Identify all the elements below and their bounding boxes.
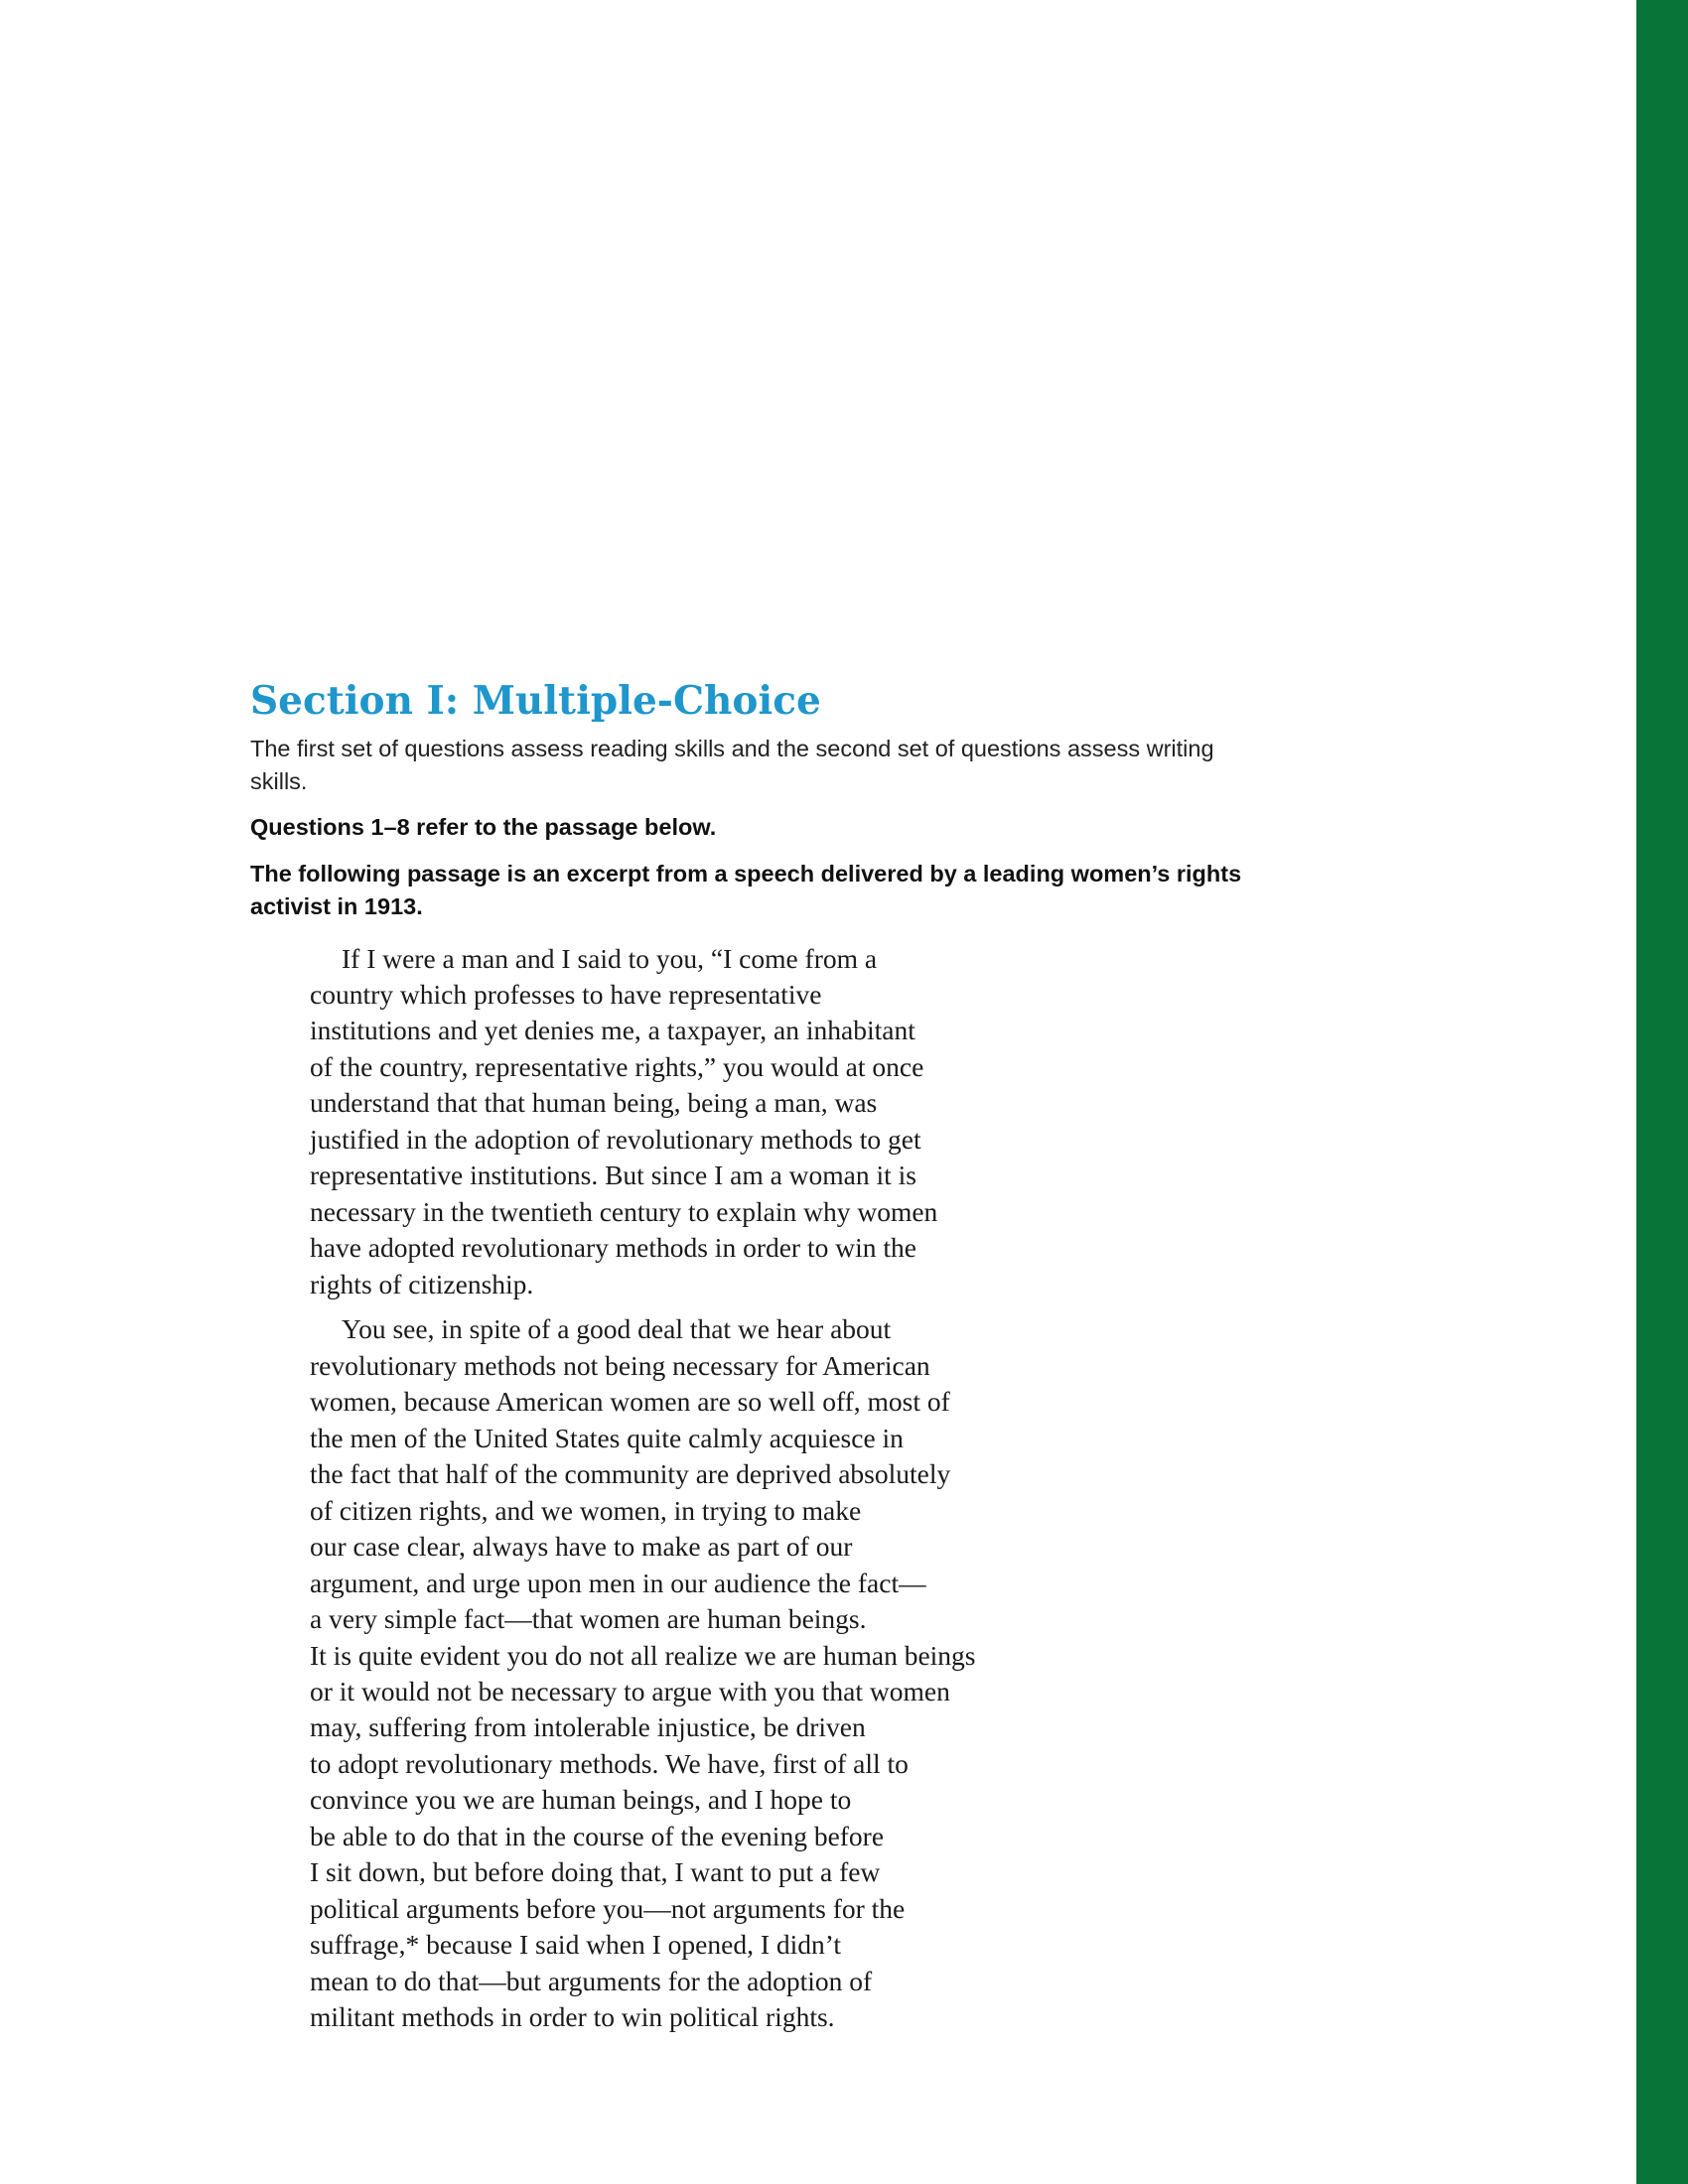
passage-line-22: may, suffering from intolerable injustice, be driven [310,1711,866,1742]
passage-line-25: be able to do that in the course of the evening before [310,1821,885,1851]
passage-line-29: mean to do that—but arguments for the adoption of [310,1966,873,1996]
passage-line-21: or it would not be necessary to argue with you that women [310,1676,950,1706]
passage-line-12: revolutionary methods not being necessary for American [310,1350,930,1381]
passage-line-7: representative institutions. But since I am a woman it is [310,1160,916,1190]
passage-line-23: to adopt revolutionary methods. We have, first of all to [310,1748,909,1779]
passage-line-11: You see, in spite of a good deal that we hear about [342,1313,892,1344]
passage-line-8: necessary in the twentieth century to explain why women [310,1196,938,1227]
passage-line-4: of the country, representative rights,” you would at once [310,1051,924,1082]
passage-line-13: women, because American women are so well off, most of [310,1386,950,1417]
passage-line-14: the men of the United States quite calmly acquiesce in [310,1423,904,1453]
passage-line-6: justified in the adoption of revolutionary methods to get [310,1124,921,1155]
passage-line-2: country which professes to have representative [310,979,822,1010]
sidebar-color-bar [1636,0,1688,2184]
passage-line-24: convince you we are human beings, and I hope to [310,1784,852,1815]
passage-line-16: of citizen rights, and we women, in trying to make [310,1495,862,1526]
passage-line-15: the fact that half of the community are deprived absolutely [310,1458,951,1489]
passage-line-1: If I were a man and I said to you, “I come from a [342,943,878,974]
passage-source-note: The following passage is an excerpt from a speech delivered by a leading women’s rights activist in 1913. [250,861,1242,919]
passage-line-27: political arguments before you—not arguments for the [310,1893,906,1924]
passage-line-18: argument, and urge upon men in our audience the fact— [310,1568,926,1598]
passage-line-30: militant methods in order to win political rights. [310,2001,835,2032]
section-title: Section I: Multiple-Choice [250,678,821,724]
passage-line-28: suffrage,* because I said when I opened, I didn’t [310,1929,842,1960]
passage-line-17: our case clear, always have to make as part of our [310,1531,853,1562]
passage-line-10: rights of citizenship. [310,1269,534,1299]
questions-instruction: Questions 1–8 refer to the passage below. [250,814,717,840]
passage-line-19: a very simple fact—that women are human beings. [310,1603,867,1634]
passage-line-26: I sit down, but before doing that, I want to put a few [310,1856,881,1887]
passage-line-3: institutions and yet denies me, a taxpayer, an inhabitant [310,1015,915,1045]
section-intro: The first set of questions assess reading skills and the second set of questions assess writing skills. [250,736,1214,794]
passage-line-9: have adopted revolutionary methods in order to win the [310,1232,916,1263]
passage-line-5: understand that that human being, being a man, was [310,1087,878,1118]
passage-line-20: It is quite evident you do not all realize we are human beings [310,1640,976,1671]
